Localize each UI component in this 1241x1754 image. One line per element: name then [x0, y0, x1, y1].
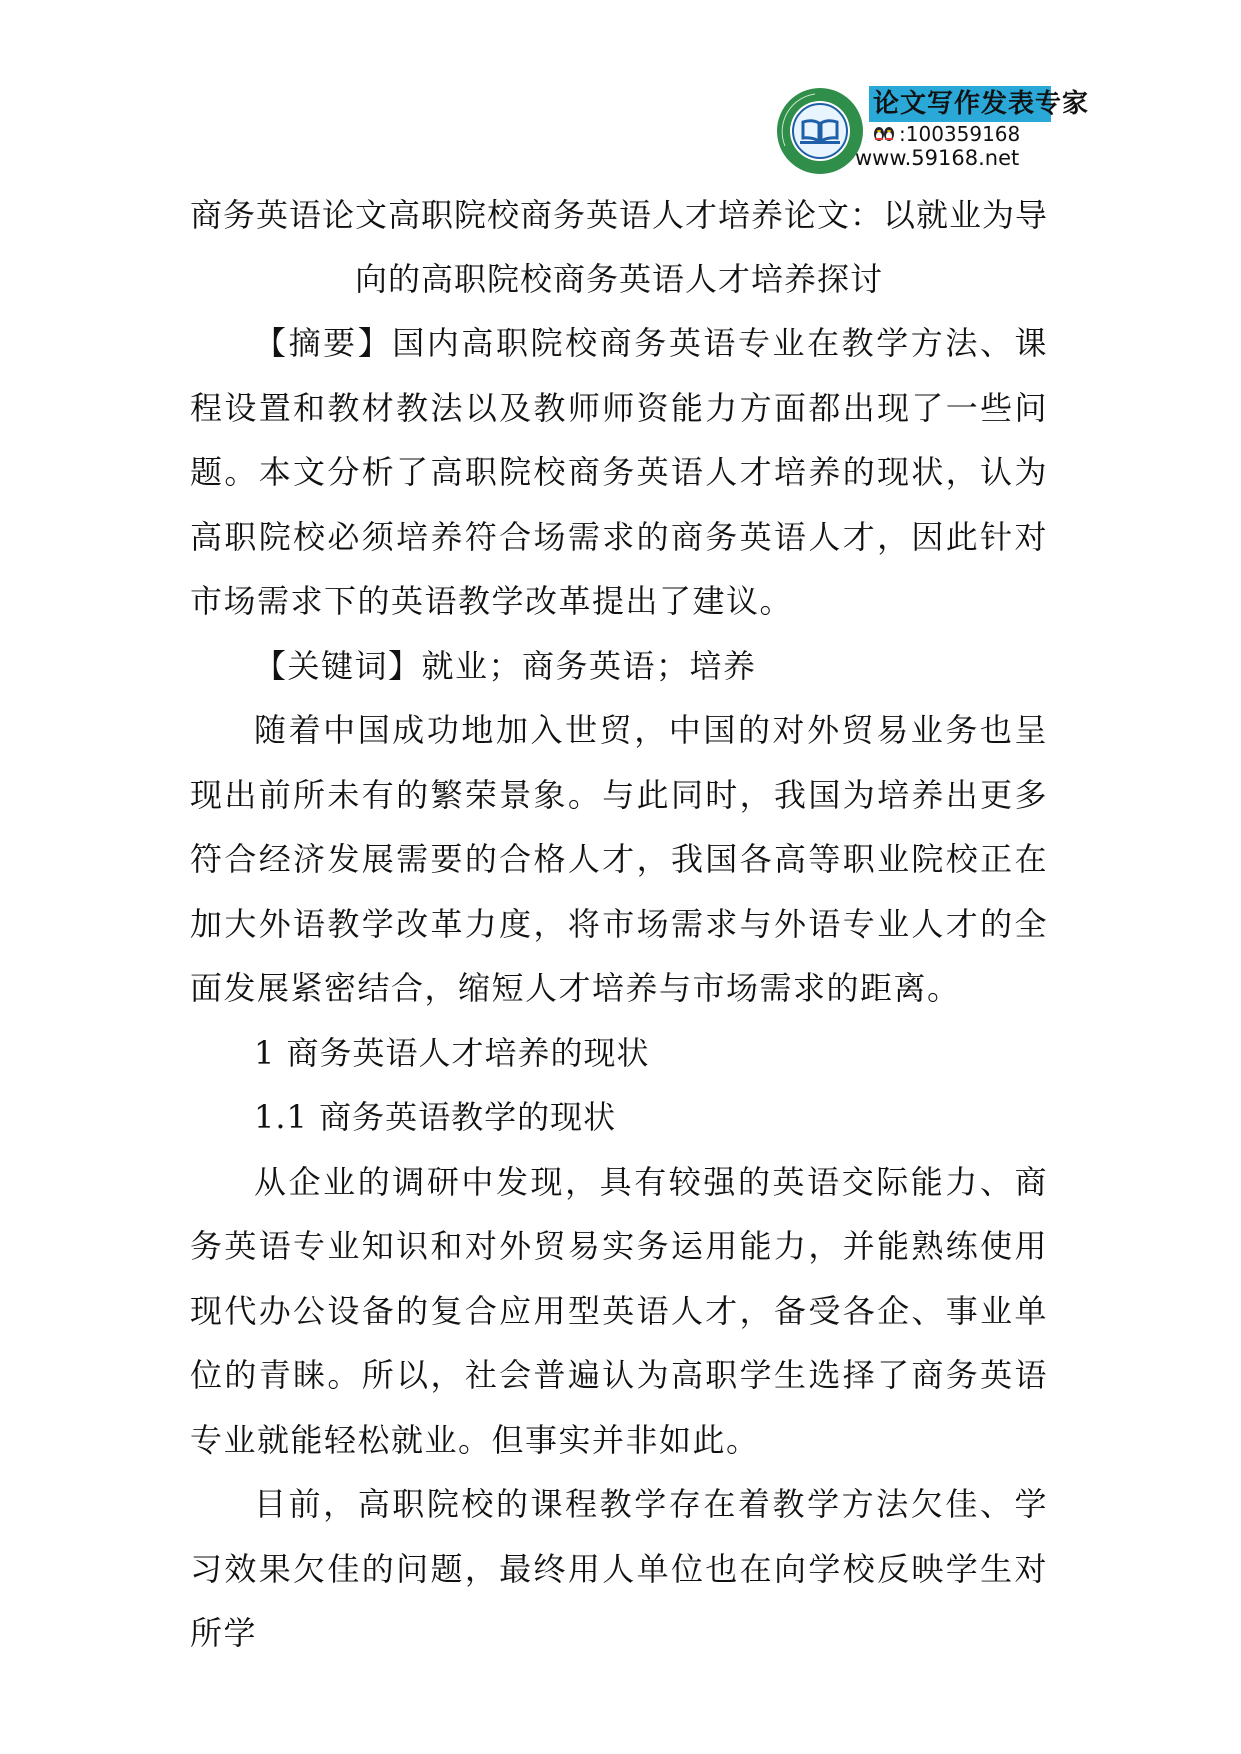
- qq-penguin-icon: [873, 125, 895, 143]
- watermark-logo: [775, 86, 1090, 180]
- logo-banner: 论文写作发表专家: [869, 86, 1051, 122]
- keywords-paragraph: [190, 634, 1048, 699]
- section-1-1-paragraph-1: 从企业的调研中发现，具有较强的英语交际能力、商务英语专业知识和对外贸易实务运用能力，并能熟练使用现代办公设备的复合应用型英语人才，备受各企、事业单位的青睐。所以，社会普遍认为高职学生选择了商务英语专业就能轻松就业。但事实并非如此。: [190, 1162, 1048, 1459]
- logo-text-block: [855, 86, 1090, 174]
- section-1-1-paragraph-2: 目前，高职院校的课程教学存在着教学方法欠佳、学习效果欠佳的问题，最终用人单位也在向学校反映学生对所学: [190, 1485, 1048, 1652]
- document-title: 商务英语论文高职院校商务英语人才培养论文：以就业为导向的高职院校商务英语人才培养探讨: [190, 196, 1049, 298]
- logo-qq-number: :100359168: [899, 122, 1021, 146]
- logo-qq-line: [869, 122, 1051, 146]
- section-1-heading: 1 商务英语人才培养的现状: [254, 1033, 650, 1072]
- abstract-paragraph: [190, 311, 1048, 634]
- seal-logo-icon: [775, 86, 865, 176]
- abstract-label: 【摘要】: [254, 324, 393, 362]
- abstract-text: 国内高职院校商务英语专业在教学方法、课程设置和教材教法以及教师师资能力方面都出现了一些问题。本文分析了高职院校商务英语人才培养的现状，认为高职院校必须培养符合场需求的商务英语人才，因此针对市场需求下的英语教学改革提出了建议。: [190, 324, 1048, 620]
- keywords-label: 【关键词】: [254, 646, 422, 685]
- logo-url: www.59168.net: [855, 146, 1020, 170]
- keywords-text: 就业；商务英语；培养: [421, 646, 757, 685]
- intro-paragraph: 随着中国成功地加入世贸，中国的对外贸易业务也呈现出前所未有的繁荣景象。与此同时，我国为培养出更多符合经济发展需要的合格人才，我国各高等职业院校正在加大外语教学改革力度，将市场需求与外语专业人才的全面发展紧密结合，缩短人才培养与市场需求的距离。: [190, 711, 1048, 1007]
- document-body: [190, 183, 1048, 1666]
- section-1-1-heading: 1.1 商务英语教学的现状: [254, 1098, 617, 1136]
